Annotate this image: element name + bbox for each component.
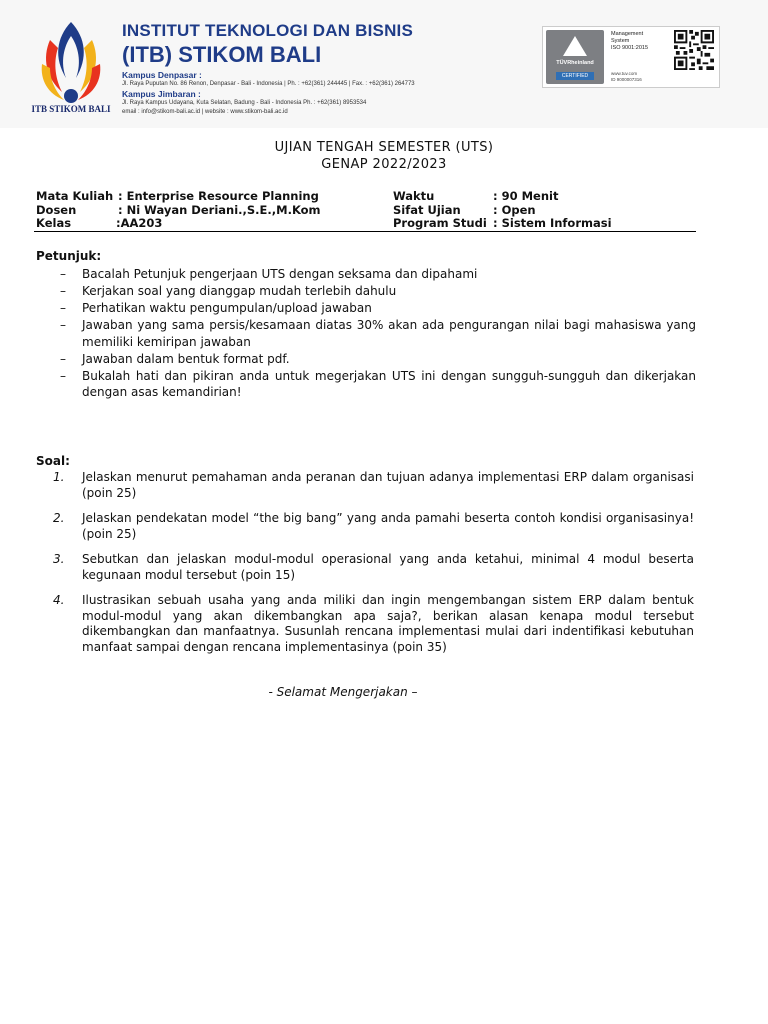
info-waktu: Waktu : 90 Menit [393,189,559,203]
list-item: – Perhatikan waktu pengumpulan/upload jawaban [60,301,372,315]
campus-jimbaran-address: Jl. Raya Kampus Udayana, Kuta Selatan, Badung - Bali - Indonesia Ph. : +62(361) 8953534 [122,100,367,106]
tuv-logo-icon: TÜVRheinland CERTIFIED [546,30,604,84]
campus-denpasar-address: Jl. Raya Puputan No. 86 Renon, Denpasar - Bali - Indonesia | Ph. : +62(361) 244445 | Fax. : +62(361) 264773 [122,81,415,87]
qr-code-icon [673,30,715,70]
campus-jimbaran-label: Kampus Jimbaran : [122,89,201,99]
info-mata-kuliah: Mata Kuliah : Enterprise Resource Planning [36,189,319,203]
cert-footer: www.tuv.com ID 9000007316 [611,71,642,82]
list-item: – Bacalah Petunjuk pengerjaan UTS dengan seksama dan dipahami [60,267,478,281]
petunjuk-list [36,266,696,401]
info-dosen: Dosen : Ni Wayan Deriani.,S.E.,M.Kom [36,203,321,217]
exam-title: UJIAN TENGAH SEMESTER (UTS) [274,140,494,155]
info-program-studi: Program Studi : Sistem Informasi [393,216,612,230]
institution-name: INSTITUT TEKNOLOGI DAN BISNIS [122,21,414,40]
list-item: – Jawaban dalam bentuk format pdf. [60,351,290,366]
contact-line: email : info@stikom-bali.ac.id | website : www.stikom-bali.ac.id [122,109,288,115]
itb-stikom-flame-logo-icon [26,18,116,118]
logo-caption: ITB STIKOM BALI [31,104,111,114]
info-divider [34,231,696,232]
closing-message: - Selamat Mengerjakan – [268,685,418,699]
info-kelas: Kelas :AA203 [36,216,163,230]
exam-semester: GENAP 2022/2023 [321,157,447,172]
letterhead [0,0,768,128]
question-item: 4. Ilustrasikan sebuah usaha yang anda miliki dan ingin mengembangan sistem ERP dalam bentuk modul-modul yang akan dikembangkan apa saja?, berikan alasan kenapa modul tersebut dikembangkan dan manfaatnya. Susunlah rencana implementasi mulai dari indentifikasi kebutuhan manfaat sampai dengan rencana implementasinya (poin 35) [53,593,694,654]
soal-title: Soal: [36,454,70,468]
list-item: – Kerjakan soal yang dianggap mudah terlebih dahulu [60,284,397,298]
institution-short-name: (ITB) STIKOM BALI [122,42,322,67]
question-item: 1. Jelaskan menurut pemahaman anda peranan dan tujuan adanya implementasi ERP dalam organisasi (poin 25) [53,470,694,500]
campus-denpasar-label: Kampus Denpasar : [122,70,202,80]
list-item: – Bukalah hati dan pikiran anda untuk megerjakan UTS ini dengan sungguh-sungguh dan dikerjakan dengan asas kemandirian! [60,368,696,399]
petunjuk-title: Petunjuk: [36,249,102,263]
iso-certification-badge [542,26,720,88]
question-item: 2. Jelaskan pendekatan model “the big bang” yang anda pamahi beserta contoh kondisi organisasinya! (poin 25) [53,511,694,541]
info-sifat-ujian: Sifat Ujian : Open [393,203,536,217]
question-item: 3. Sebutkan dan jelaskan modul-modul operasional yang anda ketahui, minimal 4 modul beserta kegunaan modul tersebut (poin 15) [53,552,694,582]
list-item: – Jawaban yang sama persis/kesamaan diatas 30% akan ada pengurangan nilai bagi mahasiswa yang memiliki kemiripan jawaban [60,318,696,349]
cert-text: Management System ISO 9001:2015 [611,31,649,51]
soal-list [36,470,694,665]
